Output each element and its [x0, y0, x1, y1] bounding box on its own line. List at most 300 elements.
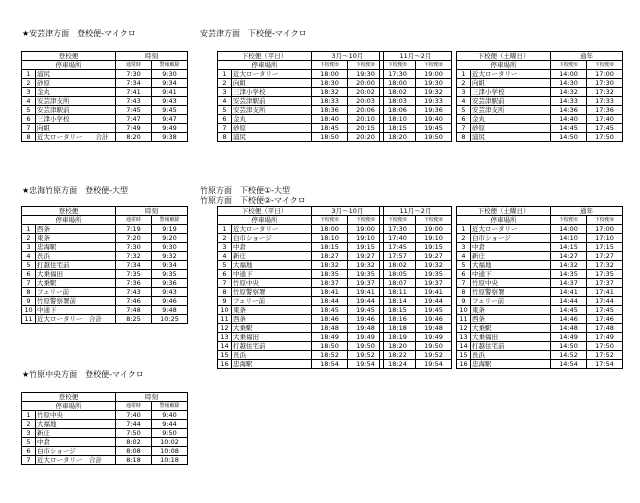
time-2: 17:52 [587, 351, 623, 360]
time-1: 18:41 [312, 288, 348, 297]
table-row [457, 261, 623, 270]
time-2: 19:30 [348, 70, 384, 79]
time-1: 7:32 [116, 252, 152, 261]
stop-name: 安芸津駅前 [471, 97, 551, 106]
time-1: 18:35 [312, 270, 348, 279]
time-1: 18:02 [380, 88, 416, 97]
time-1: 7:36 [116, 279, 152, 288]
subheader-row [380, 216, 452, 225]
row-number: 3 [218, 88, 232, 97]
time-1: 7:44 [116, 420, 152, 429]
table-row [380, 115, 452, 124]
time-1: 14:00 [551, 70, 587, 79]
time-2: 19:45 [348, 306, 384, 315]
row-number: 1 [22, 225, 36, 234]
time-1: 18:20 [380, 342, 416, 351]
header-time-col-2: 下校便② [348, 216, 384, 225]
row-number: 11 [218, 315, 232, 324]
stop-name: 中通下 [232, 270, 312, 279]
table-row [380, 279, 452, 288]
time-1: 17:30 [380, 225, 416, 234]
time-1: 7:34 [116, 79, 152, 88]
header-period-label: 11月～2月 [380, 52, 452, 61]
section-title-tadanoumi-to-school: ★忠海竹原方面 登校便-大型 [22, 186, 129, 195]
time-2: 17:40 [587, 115, 623, 124]
header-row [218, 207, 384, 216]
stop-name: 西条 [36, 225, 116, 234]
time-2: 9:34 [152, 79, 188, 88]
time-2: 17:33 [587, 97, 623, 106]
time-1: 18:30 [312, 79, 348, 88]
table-row [218, 351, 384, 360]
row-number: 7 [22, 279, 36, 288]
header-row [457, 52, 623, 61]
row-number: 5 [457, 261, 471, 270]
time-1: 14:35 [551, 270, 587, 279]
time-2: 9:30 [152, 243, 188, 252]
time-2: 9:30 [152, 70, 188, 79]
time-1: 7:48 [116, 306, 152, 315]
time-1: 14:15 [551, 243, 587, 252]
stop-name: 安芸津支所 [232, 106, 312, 115]
time-2: 9:32 [152, 252, 188, 261]
time-1: 17:30 [380, 70, 416, 79]
time-2: 17:36 [587, 106, 623, 115]
table-row [380, 297, 452, 306]
header-time-col-1: 通常時 [116, 402, 152, 411]
table-row [22, 124, 188, 133]
stop-name: 向組 [232, 79, 312, 88]
stop-name: 三津小学校 [232, 88, 312, 97]
row-number: 11 [457, 315, 471, 324]
stop-name: 中通下 [36, 306, 116, 315]
table-row [457, 133, 623, 142]
time-1: 8:02 [116, 438, 152, 447]
table-row [22, 411, 188, 420]
header-stop-label: 停車場所 [22, 216, 116, 225]
row-number: 4 [457, 97, 471, 106]
stop-name: 竹原中央 [36, 411, 116, 420]
table-row [380, 324, 452, 333]
time-2: 17:45 [587, 306, 623, 315]
time-2: 19:37 [348, 279, 384, 288]
table-row [218, 124, 384, 133]
table-row [380, 288, 452, 297]
stop-name: フェリー前 [232, 297, 312, 306]
time-2: 17:00 [587, 225, 623, 234]
row-number: 3 [457, 243, 471, 252]
time-1: 18:33 [312, 97, 348, 106]
time-1: 17:40 [380, 234, 416, 243]
table-row [22, 447, 188, 456]
time-2: 19:00 [416, 70, 452, 79]
time-2: 17:00 [587, 70, 623, 79]
header-stop-label: 停車場所 [218, 61, 312, 70]
table-row [218, 324, 384, 333]
table-row [380, 306, 452, 315]
table-row [22, 234, 188, 243]
row-number: 4 [218, 97, 232, 106]
time-2: 9:47 [152, 115, 188, 124]
time-2: 19:10 [348, 234, 384, 243]
time-1: 7:34 [116, 261, 152, 270]
time-1: 18:16 [380, 315, 416, 324]
row-number: 2 [457, 79, 471, 88]
header-period-label: 時刻 [116, 52, 188, 61]
time-2: 19:52 [348, 351, 384, 360]
row-number: 14 [218, 342, 232, 351]
stop-name: 打越住宅前 [471, 342, 551, 351]
section-title-takehara-from-school-2: 竹原方面 下校便②-マイクロ [200, 196, 306, 205]
timetable-akitsu-from-school-saturday [456, 51, 623, 142]
row-number: 9 [218, 297, 232, 306]
table-row [457, 288, 623, 297]
stop-name: 近大ロータリー [471, 225, 551, 234]
stop-name: 竹原警察署 [471, 288, 551, 297]
table-row [457, 97, 623, 106]
table-row [218, 297, 384, 306]
time-2: 19:46 [416, 315, 452, 324]
row-number: 8 [22, 288, 36, 297]
header-row [22, 52, 188, 61]
header-group-label: 下校便（土曜日） [457, 207, 551, 216]
timetable-takehara-from-school-weekday-mar-oct [217, 206, 384, 369]
time-1: 14:36 [551, 106, 587, 115]
time-1: 18:00 [380, 79, 416, 88]
time-1: 14:45 [551, 306, 587, 315]
time-1: 18:15 [380, 124, 416, 133]
row-number: 6 [218, 115, 232, 124]
table-row [22, 438, 188, 447]
header-time-col-2: 警報解除 [152, 402, 188, 411]
time-2: 9:35 [152, 270, 188, 279]
time-1: 18:19 [380, 333, 416, 342]
time-2: 19:35 [416, 270, 452, 279]
time-2: 17:45 [587, 124, 623, 133]
header-group-label: 下校便（平日） [218, 52, 312, 61]
stop-name: 近大ロータリー 合計 [36, 456, 116, 465]
table-row [218, 106, 384, 115]
row-number: 2 [218, 234, 232, 243]
table-row [380, 333, 452, 342]
stop-name: 近大ロータリー [232, 225, 312, 234]
row-number: 10 [218, 306, 232, 315]
stop-name: 安芸津支所 [471, 106, 551, 115]
time-1: 18:40 [312, 115, 348, 124]
table-row [218, 115, 384, 124]
table-row [218, 225, 384, 234]
time-2: 17:44 [587, 297, 623, 306]
time-2: 9:43 [152, 288, 188, 297]
stop-name: 向組 [471, 79, 551, 88]
time-1: 18:22 [380, 351, 416, 360]
time-1: 18:27 [312, 252, 348, 261]
time-2: 19:00 [416, 225, 452, 234]
table-row [457, 333, 623, 342]
table-row [380, 252, 452, 261]
stop-name: 安芸津駅前 [232, 97, 312, 106]
table-row [218, 79, 384, 88]
row-number: 9 [457, 297, 471, 306]
time-1: 14:37 [551, 279, 587, 288]
time-2: 20:20 [348, 133, 384, 142]
time-2: 9:19 [152, 225, 188, 234]
table-row [218, 133, 384, 142]
stop-name: 浦尻 [471, 133, 551, 142]
table-row [22, 97, 188, 106]
time-1: 18:24 [380, 360, 416, 369]
table-row [22, 88, 188, 97]
stop-name: 新庄 [232, 252, 312, 261]
time-2: 19:50 [416, 342, 452, 351]
row-number: 5 [457, 106, 471, 115]
stop-name: 金丸 [471, 115, 551, 124]
time-1: 18:10 [312, 234, 348, 243]
time-1: 8:08 [116, 447, 152, 456]
stop-name: 東条 [36, 234, 116, 243]
stop-name: 安芸津駅前 [36, 106, 116, 115]
row-number: 5 [22, 438, 36, 447]
time-1: 7:43 [116, 288, 152, 297]
table-row [22, 225, 188, 234]
row-number: 16 [457, 360, 471, 369]
subheader-row [457, 216, 623, 225]
stop-name: 向組 [36, 124, 116, 133]
row-number: 7 [218, 124, 232, 133]
table-row [380, 106, 452, 115]
stop-name: 大福地 [36, 420, 116, 429]
header-row [380, 207, 452, 216]
time-2: 19:48 [348, 324, 384, 333]
time-1: 18:00 [312, 70, 348, 79]
table-row [22, 429, 188, 438]
table-row [457, 360, 623, 369]
time-2: 17:10 [587, 234, 623, 243]
time-2: 17:41 [587, 288, 623, 297]
stop-name: 砂原 [232, 124, 312, 133]
time-1: 7:49 [116, 124, 152, 133]
stop-name: 長浜 [471, 351, 551, 360]
row-number: 6 [218, 270, 232, 279]
row-number: 3 [22, 243, 36, 252]
time-2: 19:41 [416, 288, 452, 297]
time-1: 18:48 [312, 324, 348, 333]
table-row [218, 252, 384, 261]
table-row [380, 124, 452, 133]
stop-name: 浦尻 [36, 70, 116, 79]
table-row [22, 456, 188, 465]
time-2: 17:48 [587, 324, 623, 333]
time-2: 20:10 [348, 115, 384, 124]
time-2: 17:15 [587, 243, 623, 252]
header-time-col-1: 通常時 [116, 216, 152, 225]
time-1: 18:07 [380, 279, 416, 288]
time-2: 10:02 [152, 438, 188, 447]
time-1: 14:00 [551, 225, 587, 234]
header-stop-label: 停車場所 [218, 216, 312, 225]
table-row [22, 70, 188, 79]
table-row [457, 88, 623, 97]
header-time-col-2: 下校便② [348, 61, 384, 70]
stop-name: 中倉 [232, 243, 312, 252]
row-number: 8 [218, 288, 232, 297]
header-period-label: 3月～10月 [312, 207, 384, 216]
time-2: 19:49 [416, 333, 452, 342]
row-number: 2 [22, 234, 36, 243]
row-number: 7 [22, 124, 36, 133]
table-row [218, 288, 384, 297]
time-2: 19:36 [416, 106, 452, 115]
table-row [218, 243, 384, 252]
row-number: 1 [457, 70, 471, 79]
time-1: 8:18 [116, 456, 152, 465]
table-row [22, 297, 188, 306]
stop-name: 大乗駅 [471, 324, 551, 333]
stop-name: 新庄 [471, 252, 551, 261]
table-row [457, 225, 623, 234]
row-number: 2 [22, 79, 36, 88]
table-row [218, 234, 384, 243]
stop-name: 大福地 [232, 261, 312, 270]
time-2: 9:36 [152, 279, 188, 288]
header-period-label: 3月～10月 [312, 52, 384, 61]
time-1: 14:50 [551, 342, 587, 351]
stop-name: 砂原 [36, 79, 116, 88]
table-row [218, 342, 384, 351]
time-1: 14:50 [551, 133, 587, 142]
time-2: 20:00 [348, 79, 384, 88]
stop-name: 近大ロータリー [471, 70, 551, 79]
header-time-col-1: 下校便① [380, 61, 416, 70]
row-number: 4 [22, 97, 36, 106]
time-1: 18:46 [312, 315, 348, 324]
table-row [22, 115, 188, 124]
time-1: 14:44 [551, 297, 587, 306]
timetable-akitsu-to-school [21, 51, 188, 142]
table-row [218, 261, 384, 270]
table-row [457, 124, 623, 133]
stop-name: 白市ショージ [232, 234, 312, 243]
stop-name: 大乗駅 [36, 279, 116, 288]
header-time-col-1: 下校便① [312, 216, 348, 225]
row-number: 8 [457, 288, 471, 297]
row-number: 14 [457, 342, 471, 351]
time-2: 19:33 [416, 97, 452, 106]
time-1: 14:40 [551, 115, 587, 124]
time-2: 20:06 [348, 106, 384, 115]
time-1: 7:30 [116, 243, 152, 252]
time-2: 9:41 [152, 88, 188, 97]
table-row [457, 115, 623, 124]
header-row [22, 207, 188, 216]
row-number: 12 [218, 324, 232, 333]
time-2: 17:27 [587, 252, 623, 261]
stop-name: 忠海駅 [471, 360, 551, 369]
subheader-row [22, 61, 188, 70]
row-number: 4 [22, 252, 36, 261]
row-number: 5 [22, 106, 36, 115]
table-row [380, 70, 452, 79]
stop-name: 大乗福田 [36, 270, 116, 279]
stop-name: フェリー前 [36, 288, 116, 297]
time-1: 14:30 [551, 79, 587, 88]
time-1: 7:41 [116, 88, 152, 97]
table-row [22, 133, 188, 142]
header-group-label: 登校便 [22, 393, 116, 402]
time-2: 10:25 [152, 315, 188, 324]
timetable-takehara-chuo-to-school [21, 392, 188, 465]
header-period-label: 時刻 [116, 393, 188, 402]
time-2: 20:03 [348, 97, 384, 106]
time-1: 8:20 [116, 133, 152, 142]
time-2: 17:32 [587, 88, 623, 97]
stop-name: 近大ロータリー 合計 [36, 315, 116, 324]
stop-name: 忠海駅 [232, 360, 312, 369]
time-2: 19:45 [416, 306, 452, 315]
subheader-row [218, 216, 384, 225]
time-1: 18:05 [380, 270, 416, 279]
time-2: 9:43 [152, 97, 188, 106]
header-period-label: 通年 [551, 207, 623, 216]
stop-name: 大乗福田 [232, 333, 312, 342]
header-stop-label: 停車場所 [22, 402, 116, 411]
time-1: 7:46 [116, 297, 152, 306]
time-1: 14:27 [551, 252, 587, 261]
header-row [22, 393, 188, 402]
time-2: 9:46 [152, 297, 188, 306]
table-row [380, 225, 452, 234]
row-number: 6 [22, 115, 36, 124]
row-number: 2 [22, 420, 36, 429]
table-row [380, 243, 452, 252]
time-1: 14:48 [551, 324, 587, 333]
stop-name: 打越住宅前 [232, 342, 312, 351]
time-2: 9:48 [152, 306, 188, 315]
time-2: 19:00 [348, 225, 384, 234]
row-number: 1 [22, 70, 36, 79]
table-row [22, 315, 188, 324]
header-time-col-1: 下校便① [380, 216, 416, 225]
stop-name: 近大ロータリー [232, 70, 312, 79]
stop-name: 金丸 [232, 115, 312, 124]
row-number: 1 [218, 225, 232, 234]
header-time-col-2: 下校便② [587, 216, 623, 225]
time-1: 14:32 [551, 261, 587, 270]
subheader-row [457, 61, 623, 70]
time-1: 18:45 [312, 306, 348, 315]
stop-name: 三津小学校 [36, 115, 116, 124]
header-time-col-1: 下校便① [312, 61, 348, 70]
time-2: 19:35 [348, 270, 384, 279]
time-2: 19:41 [348, 288, 384, 297]
stop-name: 三津小学校 [471, 88, 551, 97]
stop-name: 竹原中央 [232, 279, 312, 288]
row-number: 6 [22, 270, 36, 279]
table-row [218, 333, 384, 342]
time-2: 19:40 [416, 115, 452, 124]
table-row [22, 261, 188, 270]
row-number: 5 [218, 106, 232, 115]
section-title-takehara-chuo-to-school: ★竹原中央方面 登校便-マイクロ [22, 370, 144, 379]
table-row [22, 420, 188, 429]
time-1: 18:32 [312, 88, 348, 97]
time-2: 19:50 [416, 133, 452, 142]
time-2: 19:27 [416, 252, 452, 261]
time-2: 19:46 [348, 315, 384, 324]
table-row [457, 279, 623, 288]
table-row [457, 342, 623, 351]
time-2: 19:32 [416, 88, 452, 97]
